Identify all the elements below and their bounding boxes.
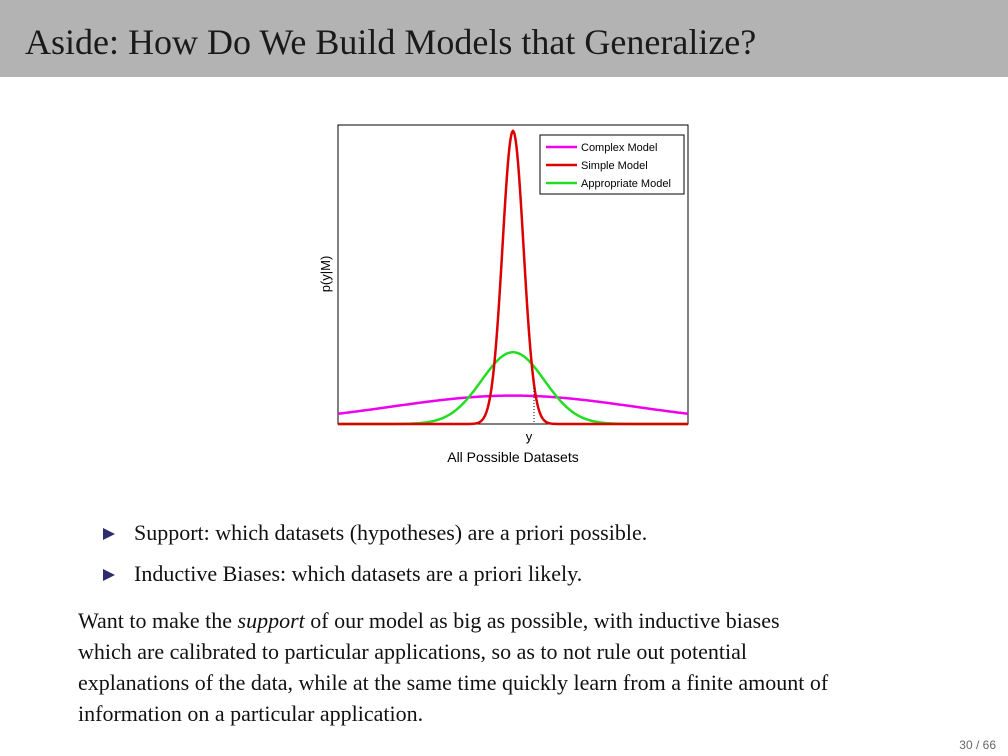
legend-label-appropriate: Appropriate Model xyxy=(581,178,671,190)
paragraph-line xyxy=(78,605,958,636)
emphasis-support: support xyxy=(237,608,305,633)
paragraph-line: explanations of the data, while at the same time quickly learn from a finite amount of xyxy=(78,670,829,695)
series-line-complex-model xyxy=(338,396,688,414)
legend xyxy=(540,135,684,194)
paragraph-line: which are calibrated to particular applications, so as to not rule out potential xyxy=(78,639,747,664)
slide-title: Aside: How Do We Build Models that Generalize? xyxy=(25,22,757,62)
y-marker-label: y xyxy=(525,429,533,444)
bullet-triangle-icon xyxy=(103,528,115,540)
legend-label-complex: Complex Model xyxy=(581,142,658,154)
bullet-text: Inductive Biases: which datasets are a priori likely. xyxy=(134,561,583,586)
legend-label-simple: Simple Model xyxy=(581,160,648,172)
bullet-triangle-icon xyxy=(103,569,115,581)
paragraph-line: information on a particular application. xyxy=(78,701,424,726)
paragraph-text: of our model as big as possible, with inductive biases xyxy=(304,608,780,633)
y-axis-label: p(y|M) xyxy=(318,255,333,293)
model-evidence-chart xyxy=(300,110,700,470)
x-axis-label: All Possible Datasets xyxy=(447,449,579,465)
series-line-appropriate-model xyxy=(338,352,688,424)
page-number: 30 / 66 xyxy=(959,738,996,752)
bullet-text: Support: which datasets (hypotheses) are a priori possible. xyxy=(134,520,648,545)
paragraph-text: Want to make the xyxy=(78,608,238,633)
title-bar xyxy=(0,0,1008,77)
body-paragraph xyxy=(78,605,958,729)
